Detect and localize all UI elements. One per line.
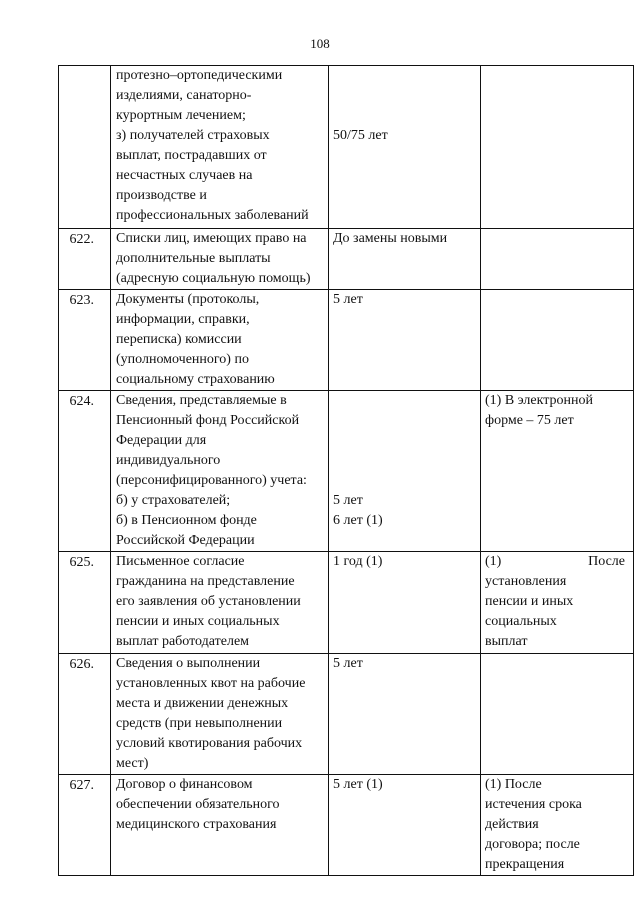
title-line: пенсии и иных социальных bbox=[116, 614, 280, 629]
title-line: (адресную социальную помощь) bbox=[116, 271, 311, 286]
note-line: (1) В электронной bbox=[485, 393, 594, 408]
note-line: действия bbox=[485, 817, 539, 832]
retention-table bbox=[58, 65, 634, 876]
row-term bbox=[329, 66, 481, 229]
table-row bbox=[59, 775, 634, 876]
title-line: переписка) комиссии bbox=[116, 332, 242, 347]
term-line: 6 лет (1) bbox=[333, 513, 383, 528]
title-line: (уполномоченного) по bbox=[116, 352, 249, 367]
note-marker: (1) bbox=[485, 554, 502, 569]
row-note bbox=[481, 290, 634, 391]
term-line: 1 год (1) bbox=[333, 554, 383, 569]
row-note bbox=[481, 654, 634, 775]
note-line: (1) После bbox=[485, 777, 542, 792]
row-term bbox=[329, 654, 481, 775]
row-number: 624. bbox=[59, 391, 111, 552]
title-line: производстве и bbox=[116, 188, 207, 203]
table-row bbox=[59, 654, 634, 775]
row-number: 626. bbox=[59, 654, 111, 775]
table-row bbox=[59, 229, 634, 290]
title-line: изделиями, санаторно- bbox=[116, 88, 252, 103]
title-line: (персонифицированного) учета: bbox=[116, 473, 307, 488]
title-line: социальному страхованию bbox=[116, 372, 275, 387]
term-line: 5 лет bbox=[333, 292, 363, 307]
row-term bbox=[329, 775, 481, 876]
note-word: После bbox=[588, 554, 625, 569]
title-line: информации, справки, bbox=[116, 312, 250, 327]
table-row bbox=[59, 290, 634, 391]
row-title bbox=[111, 775, 329, 876]
row-note bbox=[481, 66, 634, 229]
table-row bbox=[59, 391, 634, 552]
title-line: индивидуального bbox=[116, 453, 221, 468]
note-line: социальных bbox=[485, 614, 557, 629]
row-title bbox=[111, 66, 329, 229]
title-line: места и движении денежных bbox=[116, 696, 289, 711]
note-line: пенсии и иных bbox=[485, 594, 574, 609]
row-term bbox=[329, 552, 481, 654]
row-term bbox=[329, 290, 481, 391]
row-number bbox=[59, 66, 111, 229]
row-title bbox=[111, 290, 329, 391]
title-line: Письменное согласие bbox=[116, 554, 245, 569]
term-line: 5 лет bbox=[333, 656, 363, 671]
title-line: мест) bbox=[116, 756, 149, 771]
row-number: 625. bbox=[59, 552, 111, 654]
title-line: курортным лечением; bbox=[116, 108, 246, 123]
title-line: выплат, пострадавших от bbox=[116, 148, 267, 163]
title-line: Пенсионный фонд Российской bbox=[116, 413, 300, 428]
title-line: Списки лиц, имеющих право на bbox=[116, 231, 307, 246]
row-note bbox=[481, 391, 634, 552]
title-line: Российской Федерации bbox=[116, 533, 255, 548]
title-line: з) получателей страховых bbox=[116, 128, 270, 143]
title-line: б) в Пенсионном фонде bbox=[116, 513, 257, 528]
row-title bbox=[111, 229, 329, 290]
title-line: средств (при невыполнении bbox=[116, 716, 283, 731]
title-line: профессиональных заболеваний bbox=[116, 208, 309, 223]
table-row bbox=[59, 552, 634, 654]
row-term bbox=[329, 391, 481, 552]
title-line: гражданина на представление bbox=[116, 574, 295, 589]
page-number: 108 bbox=[310, 36, 330, 51]
title-line: медицинского страхования bbox=[116, 817, 277, 832]
title-line: Договор о финансовом bbox=[116, 777, 253, 792]
row-number: 622. bbox=[59, 229, 111, 290]
row-title bbox=[111, 654, 329, 775]
term-line: До замены новыми bbox=[333, 231, 448, 246]
row-note bbox=[481, 775, 634, 876]
title-line: Федерации для bbox=[116, 433, 207, 448]
title-line: протезно–ортопедическими bbox=[116, 68, 283, 83]
term-line: 5 лет bbox=[333, 493, 363, 508]
title-line: Документы (протоколы, bbox=[116, 292, 260, 307]
note-line: договора; после bbox=[485, 837, 580, 852]
table-row bbox=[59, 66, 634, 229]
title-line: установленных квот на рабочие bbox=[116, 676, 306, 691]
term-line: 5 лет (1) bbox=[333, 777, 383, 792]
note-line: установления bbox=[485, 574, 567, 589]
note-line: форме – 75 лет bbox=[485, 413, 574, 428]
row-title bbox=[111, 391, 329, 552]
title-line: б) у страхователей; bbox=[116, 493, 231, 508]
title-line: Сведения о выполнении bbox=[116, 656, 261, 671]
note-line bbox=[485, 552, 631, 572]
title-line: несчастных случаев на bbox=[116, 168, 253, 183]
row-term bbox=[329, 229, 481, 290]
row-note bbox=[481, 552, 634, 654]
note-line: истечения срока bbox=[485, 797, 582, 812]
row-number: 623. bbox=[59, 290, 111, 391]
row-title bbox=[111, 552, 329, 654]
note-line: прекращения bbox=[485, 857, 565, 872]
title-line: обеспечении обязательного bbox=[116, 797, 280, 812]
title-line: его заявления об установлении bbox=[116, 594, 301, 609]
title-line: дополнительные выплаты bbox=[116, 251, 271, 266]
title-line: выплат работодателем bbox=[116, 634, 250, 649]
row-note bbox=[481, 229, 634, 290]
title-line: условий квотирования рабочих bbox=[116, 736, 303, 751]
title-line: Сведения, представляемые в bbox=[116, 393, 287, 408]
row-number: 627. bbox=[59, 775, 111, 876]
term-line: 50/75 лет bbox=[333, 128, 388, 143]
note-line: выплат bbox=[485, 634, 528, 649]
